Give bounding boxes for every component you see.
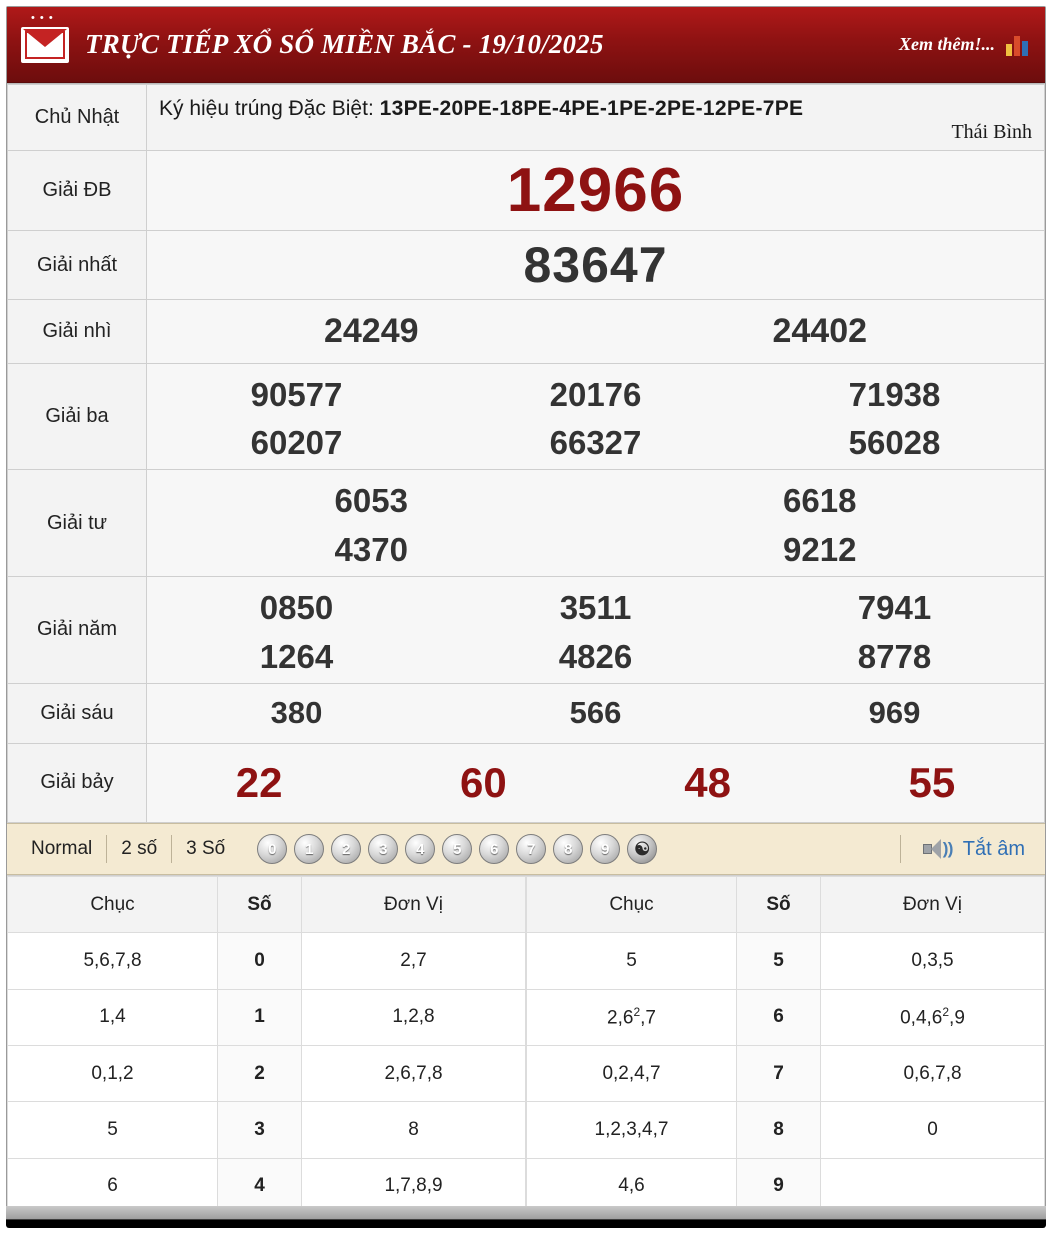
prize-values-second — [147, 300, 1045, 364]
table-row — [527, 1102, 1045, 1158]
table-row-prize-db — [8, 150, 1045, 230]
table-row-prize-7 — [8, 743, 1045, 822]
prize-number: 9212 — [783, 531, 857, 569]
prize-number: 12966 — [506, 155, 685, 225]
prize-label-fifth: Giải năm — [8, 577, 147, 684]
bar-chart-icon[interactable] — [1005, 32, 1031, 58]
prize-number: 83647 — [523, 237, 668, 294]
cell-chuc-base: 2,6 — [607, 1007, 634, 1029]
cell-so: 6 — [737, 989, 821, 1045]
table-row — [8, 989, 526, 1045]
cell-donvi: 1,2,8 — [302, 989, 526, 1045]
prize-values-first — [147, 231, 1045, 300]
table-row — [527, 1045, 1045, 1101]
mute-button-label[interactable]: Tắt âm — [962, 837, 1025, 860]
cell-so: 1 — [218, 989, 302, 1045]
cell-chuc: 4,6 — [527, 1158, 737, 1214]
prize-values-fifth — [147, 577, 1045, 684]
filter-toolbar — [7, 823, 1045, 875]
speaker-icon[interactable]: ) ) — [921, 837, 955, 861]
special-symbol-prefix: Ký hiệu trúng Đặc Biệt: — [159, 97, 374, 120]
window-titlebar — [7, 7, 1045, 83]
prize-label-seventh: Giải bảy — [8, 743, 147, 822]
prize-number: 90577 — [250, 375, 343, 413]
results-table — [7, 84, 1045, 823]
prize-number: 48 — [684, 758, 731, 806]
table-row-symbol — [8, 85, 1045, 151]
cell-chuc: 0,2,4,7 — [527, 1045, 737, 1101]
window-bottom-bezel — [6, 1206, 1046, 1228]
prize-number: 8778 — [857, 637, 932, 675]
cell-so: 3 — [218, 1102, 302, 1158]
toolbar-divider — [900, 835, 901, 863]
table-row — [8, 1045, 526, 1101]
prize-number: 7941 — [857, 589, 932, 627]
cell-chuc-sup: 2 — [633, 1005, 641, 1020]
prize-label-sixth: Giải sáu — [8, 683, 147, 743]
table-header-row — [8, 877, 526, 933]
two-digit-button[interactable]: 2 số — [121, 838, 158, 859]
table-row — [527, 933, 1045, 989]
special-symbol-codes: 13PE-20PE-18PE-4PE-1PE-2PE-12PE-7PE — [379, 97, 804, 120]
prize-number: 0850 — [259, 589, 334, 627]
prize-label-third: Giải ba — [8, 363, 147, 470]
table-header-row — [527, 877, 1045, 933]
table-row-prize-3 — [8, 363, 1045, 470]
cell-so: 9 — [737, 1158, 821, 1214]
digit-ball-2[interactable]: 2 — [331, 834, 361, 864]
table-row — [527, 989, 1045, 1045]
weekday-label: Chủ Nhật — [8, 85, 147, 151]
cell-donvi — [821, 989, 1045, 1045]
results-board — [7, 83, 1045, 823]
three-digit-button[interactable]: 3 Số — [186, 838, 226, 859]
column-header-donvi: Đơn Vị — [302, 877, 526, 933]
sound-control[interactable] — [900, 835, 1035, 863]
prize-number: 1264 — [259, 637, 334, 675]
prize-values-db — [147, 150, 1045, 230]
digit-ball-0[interactable]: 0 — [257, 834, 287, 864]
digit-ball-8[interactable]: 8 — [553, 834, 583, 864]
digit-ball-1[interactable]: 1 — [294, 834, 324, 864]
cell-so: 4 — [218, 1158, 302, 1214]
stats-table-left — [7, 876, 526, 1215]
table-row-prize-5 — [8, 577, 1045, 684]
prize-label-db: Giải ĐB — [8, 150, 147, 230]
cell-donvi-base: 0,4,6 — [900, 1007, 943, 1029]
digit-ball-4[interactable]: 4 — [405, 834, 435, 864]
digit-filter-balls — [257, 834, 657, 864]
cell-donvi: 0,6,7,8 — [821, 1045, 1045, 1101]
special-symbol-cell — [147, 85, 1045, 151]
mode-normal-button[interactable]: Normal — [31, 838, 93, 859]
cell-donvi: 0 — [821, 1102, 1045, 1158]
prize-number: 60 — [460, 758, 507, 806]
table-row-prize-2 — [8, 300, 1045, 364]
titlebar-right — [899, 32, 1031, 58]
table-row — [8, 933, 526, 989]
prize-number: 6618 — [783, 482, 857, 520]
prize-number: 6053 — [334, 482, 408, 520]
column-header-donvi: Đơn Vị — [821, 877, 1045, 933]
digit-ball-3[interactable]: 3 — [368, 834, 398, 864]
column-header-chuc: Chục — [527, 877, 737, 933]
cell-chuc — [527, 989, 737, 1045]
cell-donvi: 1,7,8,9 — [302, 1158, 526, 1214]
prize-values-fourth — [147, 470, 1045, 577]
head-tail-stats — [7, 875, 1045, 1215]
lottery-live-window — [6, 6, 1046, 1216]
table-row-prize-1 — [8, 231, 1045, 300]
antenna-icon: • • • — [31, 12, 54, 24]
cell-so: 5 — [737, 933, 821, 989]
prize-label-first: Giải nhất — [8, 231, 147, 300]
prize-number: 969 — [868, 694, 921, 730]
table-row-prize-6 — [8, 683, 1045, 743]
prize-number: 55 — [908, 758, 956, 806]
cell-donvi: 0,3,5 — [821, 933, 1045, 989]
column-header-chuc: Chục — [8, 877, 218, 933]
cell-donvi-sup: 2 — [942, 1005, 950, 1020]
province-label: Thái Bình — [951, 120, 1032, 143]
prize-number: 380 — [270, 694, 323, 730]
digit-ball-5[interactable]: 5 — [442, 834, 472, 864]
mail-icon — [21, 27, 69, 63]
prize-values-sixth — [147, 683, 1045, 743]
cell-donvi: 2,6,7,8 — [302, 1045, 526, 1101]
cell-chuc: 1,4 — [8, 989, 218, 1045]
cell-chuc: 5 — [8, 1102, 218, 1158]
cell-chuc: 5,6,7,8 — [8, 933, 218, 989]
column-header-so: Số — [218, 877, 302, 933]
cell-chuc: 1,2,3,4,7 — [527, 1102, 737, 1158]
cell-so: 8 — [737, 1102, 821, 1158]
digit-ball-6[interactable]: 6 — [479, 834, 509, 864]
cell-donvi: 2,7 — [302, 933, 526, 989]
cell-so: 7 — [737, 1045, 821, 1101]
prize-number: 56028 — [848, 424, 941, 462]
cell-chuc-tail: ,7 — [640, 1007, 656, 1029]
prize-number: 20176 — [549, 375, 642, 413]
prize-values-seventh — [147, 743, 1045, 822]
prize-number: 3511 — [559, 589, 632, 627]
prize-number: 66327 — [549, 424, 642, 462]
prize-label-fourth: Giải tư — [8, 470, 147, 577]
prize-number: 24249 — [323, 312, 419, 351]
digit-ball-7[interactable]: 7 — [516, 834, 546, 864]
cell-donvi-tail: ,9 — [949, 1007, 965, 1029]
prize-number: 566 — [569, 694, 622, 730]
cell-chuc: 5 — [527, 933, 737, 989]
column-header-so: Số — [737, 877, 821, 933]
prize-number: 24402 — [772, 312, 868, 351]
cell-chuc: 6 — [8, 1158, 218, 1214]
cell-chuc: 0,1,2 — [8, 1045, 218, 1101]
prize-values-third — [147, 363, 1045, 470]
prize-number: 22 — [235, 758, 283, 806]
prize-label-second: Giải nhì — [8, 300, 147, 364]
yin-yang-icon[interactable]: ☯ — [627, 834, 657, 864]
digit-ball-9[interactable]: 9 — [590, 834, 620, 864]
cell-so: 0 — [218, 933, 302, 989]
prize-number: 4370 — [334, 531, 408, 569]
prize-number: 4826 — [558, 637, 633, 675]
special-symbol-text — [159, 95, 1032, 123]
table-row-prize-4 — [8, 470, 1045, 577]
cell-donvi: 8 — [302, 1102, 526, 1158]
stats-table-right — [526, 876, 1045, 1215]
prize-number: 71938 — [848, 375, 941, 413]
see-more-link[interactable]: Xem thêm!... — [898, 34, 995, 54]
cell-so: 2 — [218, 1045, 302, 1101]
prize-number: 60207 — [250, 424, 343, 462]
page-title: TRỰC TIẾP XỔ SỐ MIỀN BẮC - 19/10/2025 — [85, 29, 604, 59]
table-row — [8, 1102, 526, 1158]
